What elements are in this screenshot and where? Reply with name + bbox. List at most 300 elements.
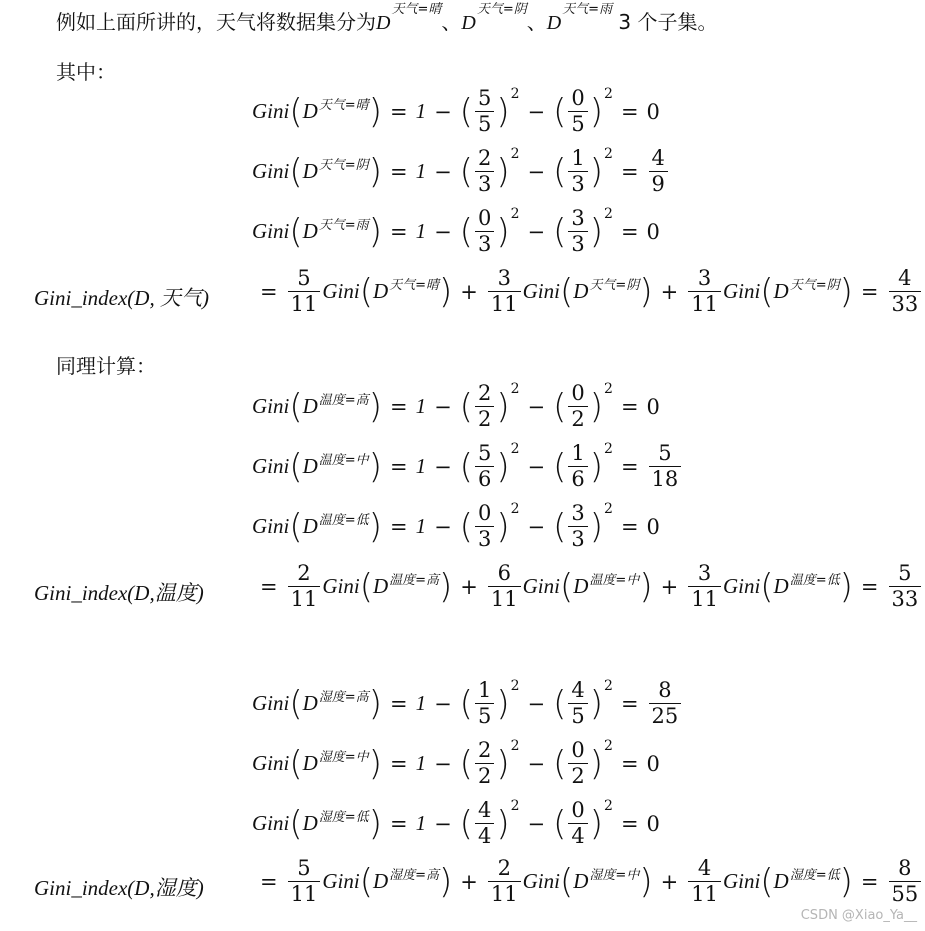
- fraction: [568, 148, 587, 195]
- dataset-d: D: [302, 514, 318, 538]
- gini-index-row: [252, 563, 923, 610]
- left-paren: (: [289, 211, 303, 252]
- fraction-denominator: 11: [288, 586, 321, 610]
- left-paren: (: [459, 151, 473, 192]
- equals: =: [389, 454, 408, 479]
- right-paren: ): [368, 151, 382, 192]
- equals: =: [260, 574, 278, 599]
- fraction-numerator: 0: [571, 798, 585, 822]
- subset-superscript: 天气=阴: [589, 278, 640, 293]
- right-paren: ): [589, 743, 604, 784]
- exponent: 2: [510, 677, 520, 694]
- fraction-numerator: 8: [658, 678, 672, 702]
- fraction-denominator: 11: [688, 586, 721, 610]
- plus: +: [460, 279, 478, 304]
- fraction-denominator: 2: [475, 763, 494, 787]
- minus: −: [434, 514, 452, 539]
- fraction-denominator: 4: [475, 823, 494, 847]
- left-paren: (: [553, 386, 567, 427]
- equals: =: [620, 751, 639, 776]
- equals: =: [389, 751, 408, 776]
- fraction-numerator: 3: [571, 206, 585, 230]
- subset-superscript: 温度=高: [389, 573, 440, 588]
- fraction-numerator: 1: [571, 441, 585, 465]
- fraction-denominator: 9: [649, 171, 668, 195]
- dataset-d: D: [773, 574, 789, 598]
- right-paren: ): [589, 683, 604, 724]
- exponent: 2: [604, 677, 613, 694]
- exponent: 2: [604, 440, 613, 457]
- left-paren: (: [559, 271, 574, 312]
- one: 1: [415, 514, 427, 538]
- gini-row: [252, 797, 660, 848]
- subset-superscript: 湿度=低: [789, 868, 840, 883]
- plus: +: [660, 869, 679, 894]
- right-paren: ): [368, 91, 382, 132]
- right-paren: ): [496, 803, 510, 844]
- gini-index-row: [252, 268, 923, 315]
- fraction-numerator: 2: [477, 381, 492, 405]
- right-paren: ): [589, 446, 604, 487]
- gini-row: [252, 145, 670, 196]
- fraction: [568, 800, 587, 847]
- fraction-numerator: 5: [297, 856, 311, 880]
- right-paren: ): [496, 151, 510, 192]
- left-paren: (: [359, 861, 373, 902]
- fraction-numerator: 4: [571, 678, 585, 702]
- fraction-denominator: 3: [568, 231, 587, 255]
- right-paren: ): [589, 506, 604, 547]
- fraction: [475, 680, 494, 727]
- plus: +: [660, 574, 679, 599]
- dataset-d: D: [573, 279, 589, 303]
- left-paren: (: [459, 386, 473, 427]
- fraction: [475, 208, 494, 255]
- left-paren: (: [289, 743, 303, 784]
- result-value: 0: [646, 514, 660, 539]
- exponent: 2: [510, 85, 520, 102]
- right-paren: ): [368, 211, 382, 252]
- right-paren: ): [439, 271, 453, 312]
- minus: −: [434, 454, 452, 479]
- subset-superscript: 天气=晴: [389, 278, 440, 293]
- left-paren: (: [289, 803, 303, 844]
- gini-label: Gini: [252, 514, 290, 538]
- fraction-denominator: 5: [475, 111, 494, 135]
- gini-row: [252, 440, 683, 491]
- gini-index-label: Gini_index(D, 天气): [34, 286, 209, 310]
- left-paren: (: [559, 861, 574, 902]
- left-paren: (: [760, 271, 774, 312]
- subset-superscript: 天气=晴: [318, 98, 369, 113]
- fraction-denominator: 2: [475, 406, 494, 430]
- gini-label: Gini: [252, 691, 290, 715]
- gini-label: Gini: [322, 279, 360, 303]
- dataset-d: D: [302, 751, 318, 775]
- left-paren: (: [760, 861, 774, 902]
- equals: =: [260, 869, 278, 894]
- equals: =: [860, 279, 879, 304]
- gini-label: Gini: [522, 279, 560, 303]
- fraction-denominator: 5: [568, 111, 587, 135]
- subset-superscript: 天气=雨: [318, 218, 369, 233]
- left-paren: (: [459, 803, 473, 844]
- fraction: [475, 503, 494, 550]
- watermark: CSDN @Xiao_Ya__: [800, 908, 917, 923]
- intro-sup2: 天气=阴: [476, 2, 527, 18]
- left-paren: (: [553, 91, 567, 132]
- intro-sup3: 天气=雨: [562, 2, 613, 18]
- left-paren: (: [553, 803, 567, 844]
- gini-row: [252, 205, 660, 256]
- fraction: [475, 88, 494, 135]
- fraction: [568, 740, 587, 787]
- gini-label: Gini: [252, 219, 290, 243]
- right-paren: ): [368, 743, 382, 784]
- fraction-numerator: 0: [571, 381, 585, 405]
- left-paren: (: [553, 683, 567, 724]
- fraction: [475, 383, 494, 430]
- subset-superscript: 湿度=高: [389, 868, 440, 883]
- left-paren: (: [559, 566, 574, 607]
- gini-index-row: [252, 858, 923, 905]
- minus: −: [434, 159, 452, 184]
- gini-label: Gini: [252, 159, 290, 183]
- subset-superscript: 湿度=中: [318, 750, 369, 765]
- weight-fraction: [288, 858, 321, 905]
- heading-similarly: 同理计算：: [56, 354, 156, 378]
- equals: =: [620, 454, 639, 479]
- minus: −: [434, 691, 452, 716]
- fraction-denominator: 3: [568, 171, 587, 195]
- gini-label: Gini: [322, 574, 360, 598]
- fraction-numerator: 3: [497, 266, 511, 290]
- gini-row: [252, 500, 660, 551]
- one: 1: [415, 219, 427, 243]
- gini-label: Gini: [722, 869, 761, 893]
- fraction: [568, 383, 587, 430]
- exponent: 2: [510, 797, 520, 814]
- equals: =: [389, 514, 408, 539]
- fraction-numerator: 6: [497, 561, 511, 585]
- dataset-d: D: [302, 811, 318, 835]
- heading-among: 其中：: [56, 60, 116, 84]
- gini-label: Gini: [522, 574, 560, 598]
- gini-row: [252, 380, 660, 431]
- right-paren: ): [839, 271, 853, 312]
- fraction-denominator: 11: [288, 291, 321, 315]
- fraction-denominator: 11: [688, 291, 721, 315]
- right-paren: ): [496, 743, 510, 784]
- fraction-denominator: 4: [568, 823, 587, 847]
- left-paren: (: [459, 683, 473, 724]
- right-paren: ): [589, 803, 604, 844]
- dataset-d: D: [302, 691, 318, 715]
- left-paren: (: [553, 506, 567, 547]
- subset-superscript: 温度=低: [789, 573, 840, 588]
- left-paren: (: [459, 91, 473, 132]
- left-paren: (: [289, 151, 303, 192]
- left-paren: (: [760, 566, 774, 607]
- subset-superscript: 湿度=低: [318, 810, 369, 825]
- left-paren: (: [289, 506, 303, 547]
- fraction: [475, 740, 494, 787]
- result-fraction: [889, 858, 922, 905]
- fraction-denominator: 6: [568, 466, 587, 490]
- fraction-numerator: 0: [477, 206, 492, 230]
- equals: =: [620, 514, 639, 539]
- left-paren: (: [459, 506, 473, 547]
- fraction-numerator: 1: [477, 678, 492, 702]
- result-value: 0: [646, 99, 660, 124]
- equals: =: [389, 159, 408, 184]
- one: 1: [415, 811, 427, 835]
- minus: −: [434, 751, 452, 776]
- subset-superscript: 天气=阴: [318, 158, 369, 173]
- exponent: 2: [510, 500, 520, 517]
- dataset-d: D: [302, 99, 318, 123]
- fraction-numerator: 4: [651, 146, 665, 170]
- equals: =: [620, 99, 639, 124]
- left-paren: (: [553, 151, 567, 192]
- one: 1: [415, 454, 427, 478]
- one: 1: [415, 159, 427, 183]
- weight-fraction: [288, 268, 321, 315]
- left-paren: (: [289, 91, 303, 132]
- right-paren: ): [368, 386, 382, 427]
- right-paren: ): [368, 683, 382, 724]
- right-paren: ): [496, 506, 510, 547]
- weight-fraction: [288, 563, 321, 610]
- result-value: 0: [646, 811, 660, 836]
- subset-superscript: 湿度=中: [589, 868, 640, 883]
- intro-suffix: 3 个子集。: [612, 10, 718, 34]
- left-paren: (: [459, 446, 473, 487]
- fraction-numerator: 5: [297, 266, 311, 290]
- weight-fraction: [688, 858, 721, 905]
- right-paren: ): [589, 211, 604, 252]
- right-paren: ): [368, 803, 382, 844]
- result-fraction: [649, 443, 682, 490]
- exponent: 2: [604, 500, 613, 517]
- dataset-d: D: [302, 219, 318, 243]
- left-paren: (: [359, 566, 373, 607]
- fraction: [568, 88, 587, 135]
- dataset-d: D: [372, 574, 389, 598]
- right-paren: ): [496, 386, 510, 427]
- exponent: 2: [604, 205, 613, 222]
- right-paren: ): [639, 861, 653, 902]
- fraction-numerator: 2: [477, 738, 492, 762]
- equals: =: [620, 159, 639, 184]
- right-paren: ): [439, 566, 453, 607]
- gini-label: Gini: [252, 99, 290, 123]
- minus: −: [527, 514, 546, 539]
- minus: −: [527, 811, 546, 836]
- fraction-numerator: 3: [697, 266, 712, 290]
- result-fraction: [649, 148, 668, 195]
- equals: =: [620, 811, 639, 836]
- intro-d2: D: [461, 12, 476, 34]
- gini-label: Gini: [522, 869, 560, 893]
- gini-label: Gini: [252, 454, 290, 478]
- fraction-denominator: 11: [288, 881, 321, 905]
- weight-fraction: [488, 563, 521, 610]
- exponent: 2: [510, 380, 520, 397]
- left-paren: (: [359, 271, 373, 312]
- left-paren: (: [459, 211, 473, 252]
- result-value: 0: [646, 394, 660, 419]
- gini-row: [252, 737, 660, 788]
- fraction-denominator: 33: [889, 586, 922, 610]
- left-paren: (: [553, 743, 567, 784]
- right-paren: ): [589, 91, 604, 132]
- fraction: [568, 208, 587, 255]
- minus: −: [434, 99, 452, 124]
- dataset-d: D: [302, 159, 318, 183]
- fraction-denominator: 5: [568, 703, 587, 727]
- fraction-numerator: 4: [477, 798, 492, 822]
- gini-label: Gini: [322, 869, 360, 893]
- fraction-numerator: 0: [571, 86, 585, 110]
- fraction-numerator: 0: [571, 738, 585, 762]
- right-paren: ): [839, 861, 853, 902]
- gini-index-label: Gini_index(D,温度): [34, 581, 204, 605]
- subset-superscript: 湿度=高: [318, 690, 369, 705]
- exponent: 2: [604, 85, 613, 102]
- intro-sentence: [56, 2, 718, 35]
- fraction-denominator: 3: [475, 231, 494, 255]
- intro-sep1: 、: [441, 10, 462, 34]
- minus: −: [434, 394, 452, 419]
- fraction-numerator: 0: [477, 501, 492, 525]
- right-paren: ): [368, 446, 382, 487]
- fraction-numerator: 5: [477, 441, 492, 465]
- equals: =: [389, 99, 408, 124]
- fraction: [568, 503, 587, 550]
- dataset-d: D: [372, 869, 389, 893]
- fraction-denominator: 5: [475, 703, 494, 727]
- fraction-denominator: 11: [488, 881, 521, 905]
- fraction-denominator: 3: [568, 526, 587, 550]
- minus: −: [527, 691, 546, 716]
- intro-prefix: 例如上面所讲的，天气将数据集分为: [56, 10, 376, 34]
- fraction: [568, 680, 587, 727]
- fraction-denominator: 25: [649, 703, 682, 727]
- exponent: 2: [510, 737, 520, 754]
- weight-fraction: [688, 268, 721, 315]
- dataset-d: D: [302, 394, 318, 418]
- result-fraction: [889, 563, 922, 610]
- fraction: [475, 800, 494, 847]
- exponent: 2: [604, 145, 613, 162]
- weight-fraction: [688, 563, 721, 610]
- equals: =: [620, 691, 639, 716]
- minus: −: [527, 751, 546, 776]
- fraction: [568, 443, 587, 490]
- left-paren: (: [289, 386, 303, 427]
- dataset-d: D: [573, 574, 589, 598]
- minus: −: [527, 219, 546, 244]
- minus: −: [527, 159, 546, 184]
- result-value: 0: [646, 751, 660, 776]
- one: 1: [415, 691, 427, 715]
- gini-label: Gini: [252, 751, 290, 775]
- gini-label: Gini: [722, 574, 761, 598]
- subset-superscript: 温度=高: [318, 393, 369, 408]
- fraction-denominator: 33: [889, 291, 922, 315]
- right-paren: ): [368, 506, 382, 547]
- right-paren: ): [839, 566, 853, 607]
- one: 1: [415, 751, 427, 775]
- equals: =: [860, 869, 879, 894]
- right-paren: ): [496, 91, 510, 132]
- fraction-denominator: 3: [475, 171, 494, 195]
- dataset-d: D: [773, 869, 789, 893]
- weight-fraction: [488, 858, 521, 905]
- fraction-denominator: 6: [475, 466, 494, 490]
- result-value: 0: [646, 219, 660, 244]
- result-fraction: [649, 680, 682, 727]
- exponent: 2: [604, 797, 613, 814]
- left-paren: (: [553, 446, 567, 487]
- fraction-numerator: 3: [697, 561, 712, 585]
- intro-sep2: 、: [526, 10, 547, 34]
- fraction-denominator: 2: [568, 406, 587, 430]
- dataset-d: D: [302, 454, 318, 478]
- plus: +: [460, 869, 478, 894]
- dataset-d: D: [773, 279, 789, 303]
- intro-d3: D: [546, 12, 562, 34]
- minus: −: [527, 99, 546, 124]
- gini-label: Gini: [252, 811, 290, 835]
- one: 1: [415, 394, 427, 418]
- right-paren: ): [639, 566, 653, 607]
- right-paren: ): [496, 446, 510, 487]
- left-paren: (: [289, 446, 303, 487]
- left-paren: (: [459, 743, 473, 784]
- fraction-numerator: 3: [571, 501, 585, 525]
- minus: −: [434, 219, 452, 244]
- fraction-denominator: 11: [688, 881, 721, 905]
- equals: =: [620, 219, 639, 244]
- left-paren: (: [553, 211, 567, 252]
- left-paren: (: [289, 683, 303, 724]
- equals: =: [620, 394, 639, 419]
- minus: −: [527, 454, 546, 479]
- equals: =: [389, 691, 408, 716]
- plus: +: [460, 574, 478, 599]
- fraction: [475, 148, 494, 195]
- right-paren: ): [439, 861, 453, 902]
- minus: −: [434, 811, 452, 836]
- fraction-denominator: 2: [568, 763, 587, 787]
- dataset-d: D: [573, 869, 589, 893]
- right-paren: ): [639, 271, 653, 312]
- fraction-denominator: 11: [488, 586, 521, 610]
- weight-fraction: [488, 268, 521, 315]
- plus: +: [660, 279, 679, 304]
- fraction-denominator: 55: [889, 881, 922, 905]
- minus: −: [527, 394, 546, 419]
- one: 1: [415, 99, 427, 123]
- fraction-numerator: 2: [477, 146, 492, 170]
- result-fraction: [889, 268, 922, 315]
- fraction-numerator: 2: [497, 856, 511, 880]
- right-paren: ): [496, 683, 510, 724]
- fraction-numerator: 2: [297, 561, 311, 585]
- exponent: 2: [510, 145, 520, 162]
